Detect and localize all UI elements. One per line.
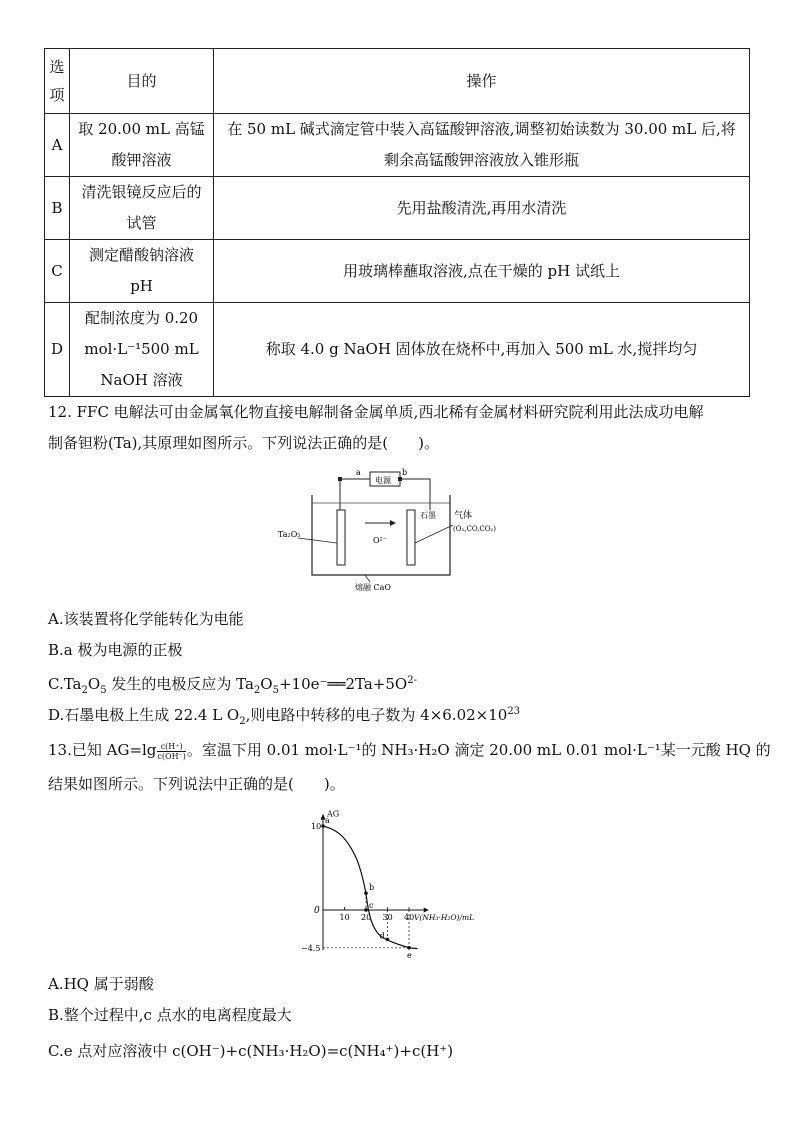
tantalum-oxide-electrode [337,510,345,565]
header-option: 选 项 [45,49,70,114]
q12-stem-line2: 制备钽粉(Ta),其原理如图所示。下列说法正确的是( )。 [48,434,439,452]
q12-stem-line1: 12. FFC 电解法可由金属氧化物直接电解制备金属单质,西北稀有金属材料研究院利用此法成功电解 [48,403,704,421]
row-operation: 在 50 mL 碱式滴定管中装入高锰酸钾溶液,调整初始读数为 30.00 mL 后,将 剩余高锰酸钾溶液放入锥形瓶 [214,114,750,177]
q13-option-b: B.整个过程中,c 点水的电离程度最大 [48,1006,292,1024]
x-axis-arrow [424,908,429,913]
right-pointer [415,525,453,543]
left-electrode-label: Ta₂O₅ [278,530,301,539]
data-point-c [364,908,368,912]
wire-left [340,479,370,510]
ion-label: O²⁻ [373,536,387,545]
point-label-d: d [379,931,385,941]
gas-label: 气体 [454,511,473,521]
q12-option-b: B.a 极为电源的正极 [48,641,183,659]
x-tick-label: 20 [361,913,372,922]
x-axis-label: V(NH₃·H₂O)/mL [414,913,475,922]
row-option: A [45,114,70,177]
row-option: C [45,240,70,303]
q13-stem-line2: 结果如图所示。下列说法中正确的是( )。 [48,775,345,793]
q12-option-a: A.该装置将化学能转化为电能 [48,610,244,628]
terminal-a [338,477,342,481]
x-tick-label: 10 [339,913,350,922]
origin-label: 0 [314,906,320,916]
electrolysis-diagram [270,463,530,593]
y-tick-label: −4.5 [301,943,321,953]
x-tick-label: 30 [382,913,393,922]
terminal-b [398,477,402,481]
row-purpose: 测定醋酸钠溶液 pH [70,240,214,303]
wire-right [400,479,430,510]
point-label-b: b [369,883,375,893]
data-point-b [364,891,368,895]
label-a: a [356,468,361,477]
data-point-d [386,938,390,942]
header-operation: 操作 [214,49,750,114]
row-operation: 称取 4.0 g NaOH 固体放在烧杯中,再加入 500 mL 水,搅拌均匀 [214,303,750,397]
graphite-electrode [407,510,415,565]
q13-stem-line1: 13.已知 AG=lg $\frac{c(H^+)}{c(OH^-)}$ 。室温下用 0.01 mol·L⁻¹的 NH₃·H₂O 滴定 20.00 mL 0.01 mol·L⁻¹某一元酸 HQ 的 [48,741,771,761]
q12-option-c: $C.Ta_2O_5$ 发生的电极反应为 $Ta_2O_5+10e^-══2Ta+5O^{2-}$ [48,675,417,696]
point-label-c: c [369,901,374,910]
table-row [45,240,750,303]
y-axis-label: AG [327,809,340,819]
table-header-row [45,49,750,114]
point-label-e: e [407,950,412,960]
q13-option-c: C.e 点对应溶液中 c(OH⁻)+c(NH₃·H₂O)=c(NH₄⁺)+c(H⁺) [48,1042,454,1060]
row-purpose: 配制浓度为 0.20 mol·L⁻¹500 mL NaOH 溶液 [70,303,214,397]
graphite-label: 石墨 [420,511,436,520]
electrolytic-cell [312,495,450,575]
data-point-e [407,946,411,950]
row-option: B [45,177,70,240]
power-label: 电源 [375,476,391,485]
header-purpose: 目的 [70,49,214,114]
table-row [45,114,750,177]
ion-arrowhead [390,520,396,526]
row-operation: 先用盐酸清洗,再用水清洗 [214,177,750,240]
bottom-pointer [365,575,370,582]
label-b: b [402,468,408,477]
point-label-a: a [325,816,330,825]
table-row [45,303,750,397]
q13-option-a: A.HQ 属于弱酸 [48,975,154,993]
x-tick-label: 40 [404,913,415,922]
row-operation: 用玻璃棒蘸取溶液,点在干燥的 pH 试纸上 [214,240,750,303]
titration-chart [300,800,500,970]
row-option: D [45,303,70,397]
options-table [44,48,750,397]
row-purpose: 清洗银镜反应后的 试管 [70,177,214,240]
y-tick-label: 10 [311,822,322,831]
row-purpose: 取 20.00 mL 高锰 酸钾溶液 [70,114,214,177]
left-pointer [298,538,337,543]
ag-fraction: $\frac{c(H^+)}{c(OH^-)}$ [157,741,186,761]
table-row [45,177,750,240]
electrolyte-label: 熔融 CaO [355,583,391,592]
q12-option-d: D.石墨电极上生成 22.4 L $O_2$,则电路中转移的电子数为 $4\times 6.02\times 10^{23}$ [48,706,521,727]
gas-detail: (O₂,CO,CO₂) [453,525,497,533]
